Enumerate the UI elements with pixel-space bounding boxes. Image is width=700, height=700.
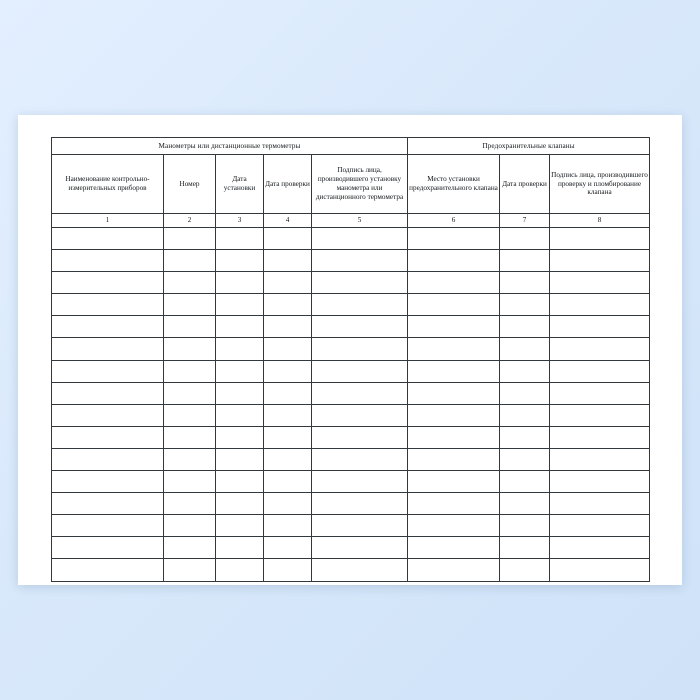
- table-cell[interactable]: [264, 360, 312, 382]
- table-cell[interactable]: [408, 250, 500, 272]
- table-cell[interactable]: [500, 471, 550, 493]
- table-cell[interactable]: [216, 316, 264, 338]
- table-cell[interactable]: [312, 316, 408, 338]
- table-cell[interactable]: [550, 272, 650, 294]
- table-cell[interactable]: [312, 559, 408, 581]
- table-row[interactable]: [52, 537, 650, 559]
- journal-empty-rows: [52, 228, 650, 582]
- table-cell[interactable]: [550, 426, 650, 448]
- table-cell[interactable]: [408, 294, 500, 316]
- table-cell[interactable]: [264, 294, 312, 316]
- table-cell[interactable]: [500, 250, 550, 272]
- table-cell[interactable]: [550, 316, 650, 338]
- table-cell[interactable]: [500, 515, 550, 537]
- table-cell[interactable]: [216, 272, 264, 294]
- table-cell[interactable]: [500, 316, 550, 338]
- table-cell[interactable]: [312, 426, 408, 448]
- table-cell[interactable]: [500, 559, 550, 581]
- table-cell[interactable]: [312, 250, 408, 272]
- table-cell[interactable]: [216, 338, 264, 360]
- table-cell[interactable]: [216, 404, 264, 426]
- table-cell[interactable]: [216, 537, 264, 559]
- column-header-8: [550, 155, 650, 214]
- table-cell[interactable]: [216, 515, 264, 537]
- table-row[interactable]: [52, 360, 650, 382]
- table-cell[interactable]: [164, 250, 216, 272]
- column-number-6: 6: [408, 214, 500, 228]
- table-row[interactable]: [52, 559, 650, 581]
- table-cell[interactable]: [52, 294, 164, 316]
- table-cell[interactable]: [164, 471, 216, 493]
- column-header-3-text: Дата установки: [223, 175, 256, 192]
- table-cell[interactable]: [264, 471, 312, 493]
- table-cell[interactable]: [52, 448, 164, 470]
- table-cell[interactable]: [500, 448, 550, 470]
- table-cell[interactable]: [312, 228, 408, 250]
- table-cell[interactable]: [164, 338, 216, 360]
- document-sheet: [18, 115, 682, 585]
- table-cell[interactable]: [312, 382, 408, 404]
- table-cell[interactable]: [408, 537, 500, 559]
- group-header-gauges: Манометры или дистанционные термометры: [52, 138, 408, 155]
- table-cell[interactable]: [408, 360, 500, 382]
- table-cell[interactable]: [408, 471, 500, 493]
- table-cell[interactable]: [550, 382, 650, 404]
- table-cell[interactable]: [550, 360, 650, 382]
- table-cell[interactable]: [52, 360, 164, 382]
- column-header-7: [500, 155, 550, 214]
- table-row[interactable]: [52, 426, 650, 448]
- table-cell[interactable]: [52, 272, 164, 294]
- table-cell[interactable]: [500, 360, 550, 382]
- table-row[interactable]: [52, 471, 650, 493]
- column-number-row: [52, 214, 650, 228]
- table-cell[interactable]: [408, 559, 500, 581]
- table-cell[interactable]: [500, 382, 550, 404]
- table-cell[interactable]: [408, 228, 500, 250]
- table-row[interactable]: [52, 228, 650, 250]
- table-cell[interactable]: [312, 448, 408, 470]
- table-cell[interactable]: [52, 515, 164, 537]
- journal-table-container: [51, 137, 649, 582]
- table-cell[interactable]: [312, 515, 408, 537]
- table-cell[interactable]: [164, 294, 216, 316]
- table-cell[interactable]: [52, 493, 164, 515]
- group-header-row: [52, 138, 650, 155]
- table-cell[interactable]: [164, 316, 216, 338]
- table-cell[interactable]: [550, 338, 650, 360]
- column-header-4-text: Дата проверки: [265, 179, 310, 188]
- table-cell[interactable]: [52, 250, 164, 272]
- table-cell[interactable]: [164, 272, 216, 294]
- table-row[interactable]: [52, 250, 650, 272]
- column-number-2: 2: [164, 214, 216, 228]
- table-cell[interactable]: [550, 493, 650, 515]
- column-header-5-text: Подпись лица, производившего установку манометра или дистанционного термометра: [315, 166, 404, 201]
- table-cell[interactable]: [264, 316, 312, 338]
- table-cell[interactable]: [216, 559, 264, 581]
- table-cell[interactable]: [408, 316, 500, 338]
- table-cell[interactable]: [216, 448, 264, 470]
- table-cell[interactable]: [500, 404, 550, 426]
- table-row[interactable]: [52, 493, 650, 515]
- table-cell[interactable]: [216, 426, 264, 448]
- table-cell[interactable]: [500, 294, 550, 316]
- table-cell[interactable]: [52, 559, 164, 581]
- table-cell[interactable]: [312, 294, 408, 316]
- table-cell[interactable]: [408, 382, 500, 404]
- column-header-3: [216, 155, 264, 214]
- journal-table: [51, 137, 650, 582]
- table-cell[interactable]: [216, 493, 264, 515]
- table-cell[interactable]: [264, 382, 312, 404]
- table-cell[interactable]: [216, 250, 264, 272]
- table-cell[interactable]: [52, 382, 164, 404]
- table-cell[interactable]: [264, 228, 312, 250]
- table-cell[interactable]: [264, 272, 312, 294]
- column-number-7: 7: [500, 214, 550, 228]
- table-cell[interactable]: [312, 272, 408, 294]
- table-cell[interactable]: [550, 537, 650, 559]
- table-cell[interactable]: [52, 404, 164, 426]
- column-header-2-text: Номер: [179, 179, 200, 188]
- table-cell[interactable]: [52, 471, 164, 493]
- table-cell[interactable]: [500, 272, 550, 294]
- table-cell[interactable]: [312, 493, 408, 515]
- column-header-1: [52, 155, 164, 214]
- table-cell[interactable]: [312, 360, 408, 382]
- table-cell[interactable]: [264, 493, 312, 515]
- table-row[interactable]: [52, 316, 650, 338]
- table-cell[interactable]: [312, 338, 408, 360]
- group-header-valves: Предохранительные клапаны: [408, 138, 650, 155]
- table-cell[interactable]: [550, 559, 650, 581]
- table-row[interactable]: [52, 338, 650, 360]
- column-header-2: [164, 155, 216, 214]
- table-cell[interactable]: [550, 515, 650, 537]
- column-header-7-text: Дата проверки: [502, 179, 547, 188]
- table-cell[interactable]: [216, 228, 264, 250]
- column-number-1: 1: [52, 214, 164, 228]
- table-cell[interactable]: [550, 228, 650, 250]
- table-row[interactable]: [52, 294, 650, 316]
- table-cell[interactable]: [164, 382, 216, 404]
- table-cell[interactable]: [216, 382, 264, 404]
- table-cell[interactable]: [408, 338, 500, 360]
- table-cell[interactable]: [550, 448, 650, 470]
- column-header-row: [52, 155, 650, 214]
- table-row[interactable]: [52, 382, 650, 404]
- table-cell[interactable]: [264, 537, 312, 559]
- table-cell[interactable]: [264, 338, 312, 360]
- column-number-3: 3: [216, 214, 264, 228]
- table-cell[interactable]: [408, 493, 500, 515]
- column-header-5: [312, 155, 408, 214]
- column-number-4: 4: [264, 214, 312, 228]
- table-cell[interactable]: [408, 272, 500, 294]
- table-cell[interactable]: [264, 559, 312, 581]
- table-cell[interactable]: [550, 471, 650, 493]
- column-number-8: 8: [550, 214, 650, 228]
- column-number-5: 5: [312, 214, 408, 228]
- table-cell[interactable]: [216, 294, 264, 316]
- table-cell[interactable]: [408, 426, 500, 448]
- column-header-8-text: Подпись лица, производившего проверку и пломбирование клапана: [551, 170, 648, 197]
- table-row[interactable]: [52, 515, 650, 537]
- table-cell[interactable]: [164, 360, 216, 382]
- table-cell[interactable]: [264, 515, 312, 537]
- table-cell[interactable]: [164, 404, 216, 426]
- table-cell[interactable]: [312, 537, 408, 559]
- table-row[interactable]: [52, 272, 650, 294]
- table-cell[interactable]: [550, 404, 650, 426]
- table-cell[interactable]: [500, 338, 550, 360]
- table-cell[interactable]: [408, 448, 500, 470]
- table-cell[interactable]: [312, 471, 408, 493]
- table-cell[interactable]: [550, 294, 650, 316]
- table-cell[interactable]: [164, 448, 216, 470]
- table-cell[interactable]: [312, 404, 408, 426]
- table-cell[interactable]: [164, 537, 216, 559]
- table-cell[interactable]: [52, 228, 164, 250]
- table-cell[interactable]: [264, 448, 312, 470]
- table-cell[interactable]: [500, 426, 550, 448]
- table-cell[interactable]: [550, 250, 650, 272]
- table-cell[interactable]: [500, 493, 550, 515]
- column-header-4: [264, 155, 312, 214]
- table-cell[interactable]: [52, 338, 164, 360]
- table-cell[interactable]: [52, 316, 164, 338]
- table-cell[interactable]: [264, 426, 312, 448]
- table-cell[interactable]: [264, 404, 312, 426]
- table-cell[interactable]: [216, 360, 264, 382]
- column-header-6-text: Место установки предохранительного клапана: [409, 175, 498, 192]
- table-cell[interactable]: [408, 404, 500, 426]
- table-cell[interactable]: [164, 228, 216, 250]
- table-row[interactable]: [52, 448, 650, 470]
- table-cell[interactable]: [164, 559, 216, 581]
- table-cell[interactable]: [164, 493, 216, 515]
- table-row[interactable]: [52, 404, 650, 426]
- table-cell[interactable]: [264, 250, 312, 272]
- table-cell[interactable]: [408, 515, 500, 537]
- table-cell[interactable]: [164, 515, 216, 537]
- column-header-1-text: Наименование контрольно-измерительных приборов: [65, 175, 150, 192]
- table-cell[interactable]: [500, 537, 550, 559]
- table-cell[interactable]: [52, 537, 164, 559]
- table-cell[interactable]: [164, 426, 216, 448]
- column-header-6: [408, 155, 500, 214]
- table-cell[interactable]: [216, 471, 264, 493]
- table-cell[interactable]: [500, 228, 550, 250]
- table-cell[interactable]: [52, 426, 164, 448]
